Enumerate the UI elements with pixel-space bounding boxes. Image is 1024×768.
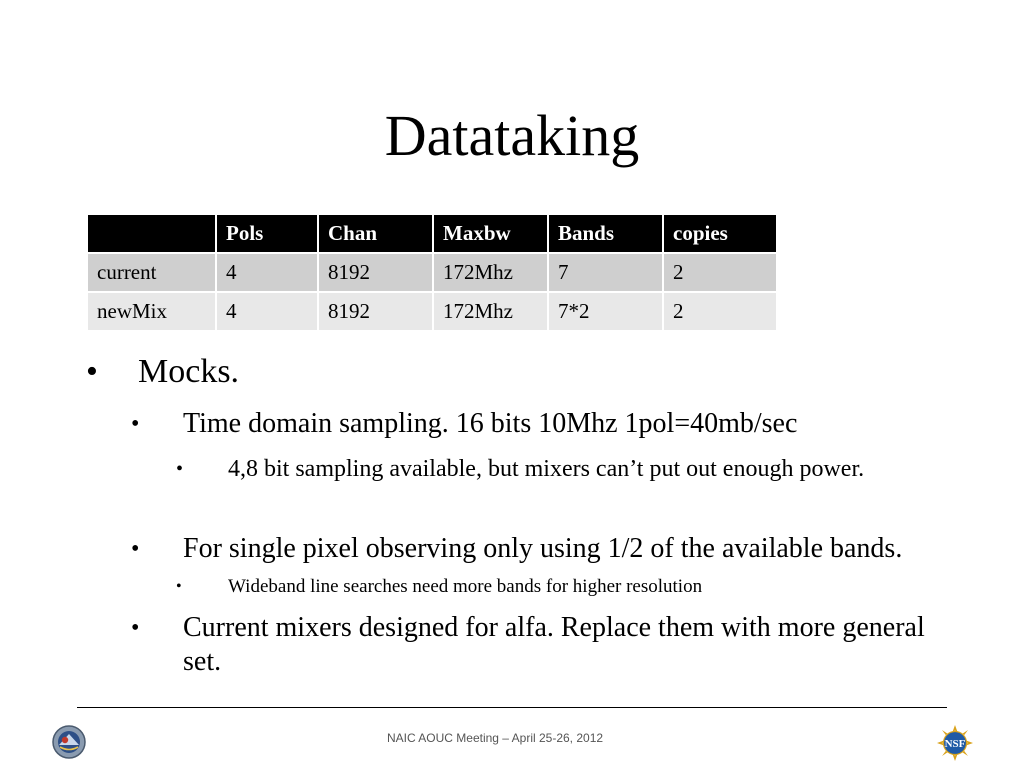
table-cell: 172Mhz [433,292,548,331]
table-cell: 7 [548,253,663,292]
table-cell: 2 [663,292,777,331]
table-header-cell: Bands [548,214,663,253]
bullet-item [86,352,938,392]
bullet-item [131,532,953,566]
table-cell: 7*2 [548,292,663,331]
bullet-item [131,611,953,679]
footer-divider [77,707,947,708]
table-header-row [87,214,777,253]
table-cell: 4 [216,292,318,331]
bullet-item [131,407,953,441]
bullet-icon: • [131,536,140,562]
bullet-item [176,452,928,487]
bullet-text: Time domain sampling. 16 bits 10Mhz 1pol=40mb/sec [183,408,798,439]
bullet-icon: • [131,615,140,641]
bullet-icon: • [176,458,184,480]
table-cell: 8192 [318,253,433,292]
table-row [87,253,777,292]
bullet-text: For single pixel observing only using 1/2 of the available bands. [183,533,903,564]
bullet-icon: • [131,411,140,437]
table-header-cell [87,214,216,253]
table-header-cell: Pols [216,214,318,253]
bullet-item [176,575,928,599]
table-cell: newMix [87,292,216,331]
table-cell: current [87,253,216,292]
slide-title: Datataking [384,103,640,168]
bullet-text: 4,8 bit sampling available, but mixers can’t put out enough power. [228,456,865,482]
bullet-icon: • [86,353,98,390]
bullet-text: Mocks. [138,353,240,390]
bullet-text: Current mixers designed for alfa. Replace them with more general set. [183,612,925,677]
table-cell: 8192 [318,292,433,331]
footer-text: NAIC AOUC Meeting – April 25-26, 2012 [386,731,604,745]
data-table [86,213,778,332]
table-cell: 2 [663,253,777,292]
table-cell: 4 [216,253,318,292]
table-cell: 172Mhz [433,253,548,292]
bullet-text: Wideband line searches need more bands for higher resolution [228,576,703,597]
nsf-logo-text: NSF [944,738,966,750]
table-header-cell: Maxbw [433,214,548,253]
bullet-icon: • [176,578,182,595]
nsf-logo-icon [937,725,973,761]
table-row [87,292,777,331]
table-header-cell: Chan [318,214,433,253]
table-header-cell: copies [663,214,777,253]
